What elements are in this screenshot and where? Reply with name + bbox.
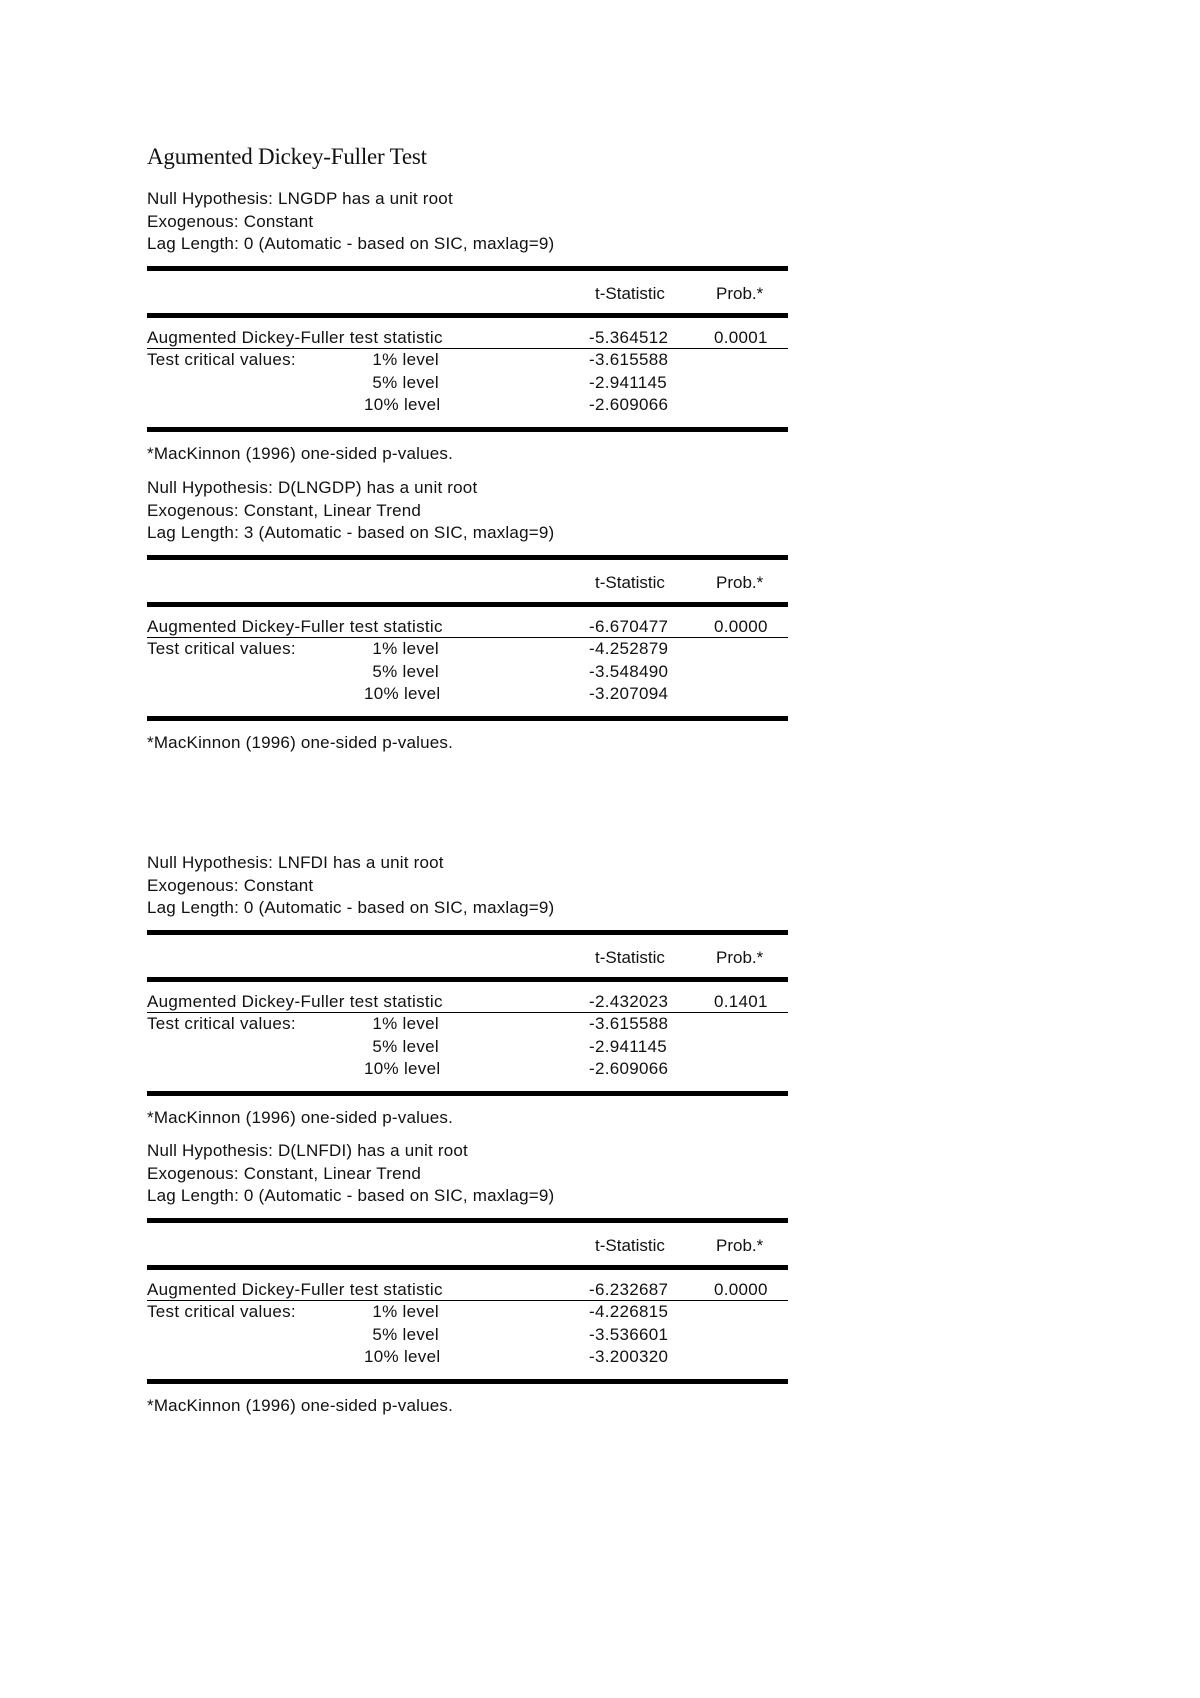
critical-row-1pct: [147, 1013, 788, 1036]
exogenous: Exogenous: Constant, Linear Trend: [147, 500, 422, 520]
critical-value-10pct: -2.609066: [589, 1059, 669, 1078]
critical-row-10pct: [147, 1346, 788, 1369]
adf-t-statistic: -5.364512: [589, 327, 669, 347]
lag-length: Lag Length: 0 (Automatic - based on SIC, maxlag=9): [147, 234, 555, 253]
critical-value-5pct: -3.536601: [589, 1324, 669, 1344]
prob-header: Prob.*: [716, 572, 764, 592]
adf-test-block-d-lnfdi: [147, 1140, 788, 1416]
level-5pct: 5% level: [372, 1036, 439, 1056]
exogenous: Exogenous: Constant: [147, 211, 314, 231]
critical-value-5pct: -2.941145: [589, 1036, 668, 1056]
test-meta: [147, 852, 788, 920]
document-title: Agumented Dickey-Fuller Test: [147, 144, 427, 169]
header-rule: [147, 977, 788, 982]
adf-t-statistic: -6.670477: [589, 616, 669, 636]
critical-row-10pct: [147, 683, 788, 706]
lag-length: Lag Length: 0 (Automatic - based on SIC, maxlag=9): [147, 898, 555, 917]
critical-value-10pct: -3.207094: [589, 684, 669, 703]
level-10pct: 10% level: [364, 684, 441, 703]
test-meta: [147, 477, 788, 545]
table-header: [147, 271, 788, 313]
level-5pct: 5% level: [372, 661, 439, 681]
critical-row-5pct: [147, 1324, 788, 1347]
table-bottom-rule: [147, 716, 788, 721]
adf-label: Augmented Dickey-Fuller test statistic: [147, 327, 443, 347]
critical-value-1pct: -4.226815: [589, 1302, 669, 1321]
critical-value-5pct: -2.941145: [589, 372, 668, 392]
header-rule: [147, 602, 788, 607]
adf-prob: 0.0001: [714, 327, 768, 347]
test-meta: [147, 188, 788, 256]
adf-statistic-row: [147, 616, 788, 639]
table-bottom-rule: [147, 427, 788, 432]
table-bottom-rule: [147, 1091, 788, 1096]
critical-row-5pct: [147, 1036, 788, 1059]
level-10pct: 10% level: [364, 395, 441, 414]
adf-test-block-lnfdi: [147, 852, 788, 1128]
table-header: [147, 935, 788, 977]
level-10pct: 10% level: [364, 1059, 441, 1078]
critical-row-1pct: [147, 349, 788, 372]
critical-row-1pct: [147, 638, 788, 661]
level-1pct: 1% level: [372, 350, 439, 369]
adf-label: Augmented Dickey-Fuller test statistic: [147, 616, 443, 636]
adf-statistic-row: [147, 1279, 788, 1302]
adf-prob: 0.1401: [714, 991, 768, 1011]
adf-statistic-row: [147, 991, 788, 1014]
null-hypothesis: Null Hypothesis: LNGDP has a unit root: [147, 189, 453, 208]
critical-value-1pct: -4.252879: [589, 639, 669, 658]
mackinnon-note: *MacKinnon (1996) one-sided p-values.: [147, 443, 454, 463]
header-rule: [147, 1265, 788, 1270]
critical-row-5pct: [147, 372, 788, 395]
test-meta: [147, 1140, 788, 1208]
table-header: [147, 1223, 788, 1265]
prob-header: Prob.*: [716, 1235, 764, 1255]
adf-statistic-row: [147, 327, 788, 350]
adf-test-block-d-lngdp: [147, 477, 788, 753]
critical-value-5pct: -3.548490: [589, 661, 669, 681]
level-1pct: 1% level: [372, 639, 439, 658]
critical-value-1pct: -3.615588: [589, 350, 669, 369]
critical-value-10pct: -3.200320: [589, 1347, 669, 1366]
critical-values-label: Test critical values:: [147, 1014, 296, 1033]
adf-t-statistic: -2.432023: [589, 991, 669, 1011]
level-10pct: 10% level: [364, 1347, 441, 1366]
mackinnon-note: *MacKinnon (1996) one-sided p-values.: [147, 732, 454, 752]
header-rule: [147, 313, 788, 318]
exogenous: Exogenous: Constant: [147, 875, 314, 895]
table-header: [147, 560, 788, 602]
critical-values-label: Test critical values:: [147, 350, 296, 369]
critical-value-10pct: -2.609066: [589, 395, 669, 414]
t-statistic-header: t-Statistic: [595, 572, 665, 592]
mackinnon-note: *MacKinnon (1996) one-sided p-values.: [147, 1395, 454, 1415]
level-5pct: 5% level: [372, 372, 439, 392]
prob-header: Prob.*: [716, 283, 764, 303]
critical-row-5pct: [147, 661, 788, 684]
adf-prob: 0.0000: [714, 616, 768, 636]
level-1pct: 1% level: [372, 1014, 439, 1033]
null-hypothesis: Null Hypothesis: D(LNGDP) has a unit root: [147, 478, 478, 497]
lag-length: Lag Length: 0 (Automatic - based on SIC, maxlag=9): [147, 1186, 555, 1205]
critical-row-1pct: [147, 1301, 788, 1324]
t-statistic-header: t-Statistic: [595, 283, 665, 303]
adf-test-block-lngdp: [147, 188, 788, 464]
adf-prob: 0.0000: [714, 1279, 768, 1299]
critical-values-label: Test critical values:: [147, 639, 296, 658]
critical-values-label: Test critical values:: [147, 1302, 296, 1321]
lag-length: Lag Length: 3 (Automatic - based on SIC, maxlag=9): [147, 523, 555, 542]
critical-value-1pct: -3.615588: [589, 1014, 669, 1033]
level-5pct: 5% level: [372, 1324, 439, 1344]
critical-row-10pct: [147, 394, 788, 417]
level-1pct: 1% level: [372, 1302, 439, 1321]
adf-label: Augmented Dickey-Fuller test statistic: [147, 1279, 443, 1299]
mackinnon-note: *MacKinnon (1996) one-sided p-values.: [147, 1107, 454, 1127]
null-hypothesis: Null Hypothesis: LNFDI has a unit root: [147, 853, 444, 872]
critical-row-10pct: [147, 1058, 788, 1081]
table-bottom-rule: [147, 1379, 788, 1384]
t-statistic-header: t-Statistic: [595, 947, 665, 967]
prob-header: Prob.*: [716, 947, 764, 967]
exogenous: Exogenous: Constant, Linear Trend: [147, 1163, 422, 1183]
null-hypothesis: Null Hypothesis: D(LNFDI) has a unit root: [147, 1141, 468, 1160]
t-statistic-header: t-Statistic: [595, 1235, 665, 1255]
adf-t-statistic: -6.232687: [589, 1279, 669, 1299]
adf-label: Augmented Dickey-Fuller test statistic: [147, 991, 443, 1011]
